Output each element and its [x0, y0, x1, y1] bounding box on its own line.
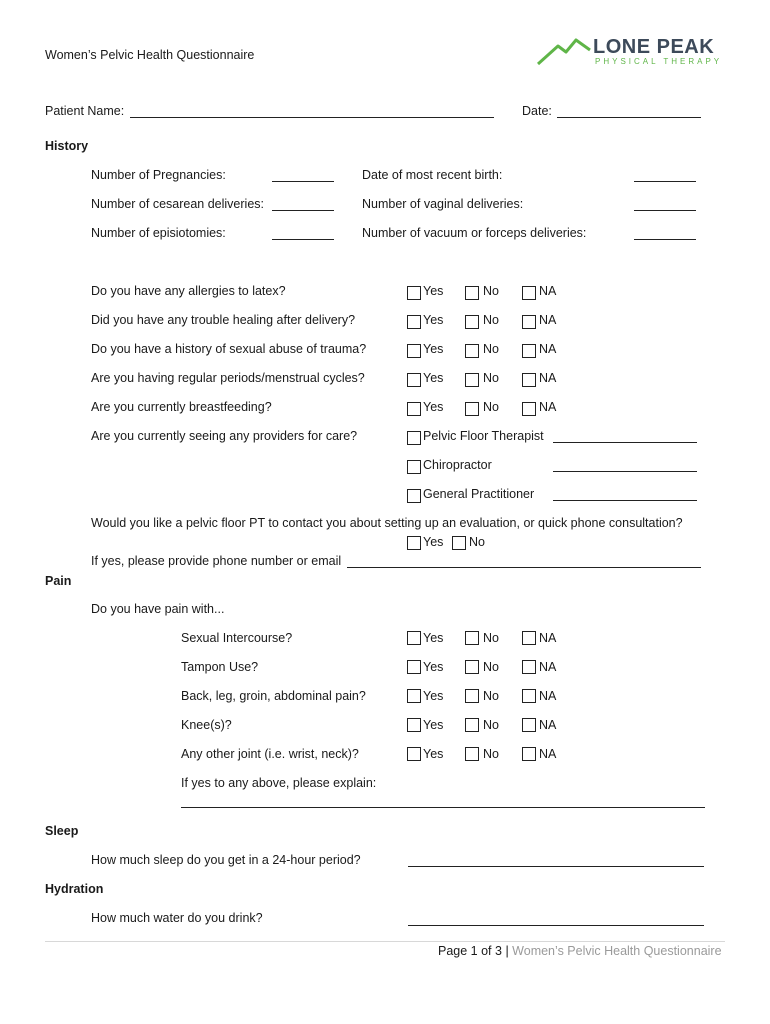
checkbox-no[interactable]: [465, 660, 479, 674]
option-no-label: No: [483, 400, 499, 414]
provider-chiropractor-field[interactable]: [553, 471, 697, 472]
option-na-label: NA: [539, 342, 557, 356]
option-no-label: No: [469, 535, 485, 549]
checkbox-na[interactable]: [522, 286, 536, 300]
checkbox-no[interactable]: [465, 373, 479, 387]
pain-item-back: Back, leg, groin, abdominal pain?: [181, 689, 366, 703]
contact-followup-label: If yes, please provide phone number or email: [91, 554, 342, 568]
recent-birth-label: Date of most recent birth:: [362, 168, 503, 182]
checkbox-yes[interactable]: [407, 373, 421, 387]
question-latex: Do you have any allergies to latex?: [91, 284, 286, 298]
question-providers: Are you currently seeing any providers for care?: [91, 429, 358, 443]
checkbox-yes[interactable]: [407, 747, 421, 761]
option-no-label: No: [483, 313, 499, 327]
episiotomies-label: Number of episiotomies:: [91, 226, 226, 240]
checkbox-yes[interactable]: [407, 718, 421, 732]
pregnancies-field[interactable]: [272, 181, 334, 182]
checkbox-na[interactable]: [522, 402, 536, 416]
checkbox-no[interactable]: [465, 402, 479, 416]
checkbox-yes[interactable]: [407, 631, 421, 645]
date-field[interactable]: [557, 117, 701, 118]
provider-pelvic-floor-label: Pelvic Floor Therapist: [423, 429, 544, 443]
checkbox-yes[interactable]: [407, 660, 421, 674]
checkbox-contact-no[interactable]: [452, 536, 466, 550]
checkbox-no[interactable]: [465, 344, 479, 358]
pain-explain-field[interactable]: [181, 807, 705, 808]
option-no-label: No: [483, 631, 499, 645]
patient-name-label: Patient Name:: [45, 104, 125, 118]
contact-question: Would you like a pelvic floor PT to contact you about setting up an evaluation, or quick phone consultation?: [91, 516, 683, 530]
checkbox-no[interactable]: [465, 747, 479, 761]
pain-item-knees: Knee(s)?: [181, 718, 232, 732]
contact-info-field[interactable]: [347, 567, 701, 568]
option-no-label: No: [483, 284, 499, 298]
vaginal-label: Number of vaginal deliveries:: [362, 197, 524, 211]
patient-name-field[interactable]: [130, 117, 494, 118]
document-title: Women’s Pelvic Health Questionnaire: [45, 48, 255, 62]
page-number: Page 1 of 3: [438, 944, 502, 958]
checkbox-na[interactable]: [522, 689, 536, 703]
checkbox-no[interactable]: [465, 631, 479, 645]
checkbox-yes[interactable]: [407, 315, 421, 329]
sleep-heading: Sleep: [45, 824, 79, 838]
option-na-label: NA: [539, 631, 557, 645]
cesarean-label: Number of cesarean deliveries:: [91, 197, 264, 211]
pain-explain-label: If yes to any above, please explain:: [181, 776, 377, 790]
checkbox-na[interactable]: [522, 373, 536, 387]
question-abuse: Do you have a history of sexual abuse of trauma?: [91, 342, 367, 356]
option-yes-label: Yes: [423, 313, 444, 327]
cesarean-field[interactable]: [272, 210, 334, 211]
checkbox-yes[interactable]: [407, 402, 421, 416]
footer-separator: |: [505, 944, 509, 958]
date-label: Date:: [522, 104, 552, 118]
option-na-label: NA: [539, 718, 557, 732]
checkbox-na[interactable]: [522, 315, 536, 329]
sleep-question: How much sleep do you get in a 24-hour period?: [91, 853, 361, 867]
provider-chiropractor-label: Chiropractor: [423, 458, 492, 472]
option-no-label: No: [483, 660, 499, 674]
checkbox-na[interactable]: [522, 660, 536, 674]
pain-item-other-joint: Any other joint (i.e. wrist, neck)?: [181, 747, 359, 761]
hydration-field[interactable]: [408, 925, 704, 926]
logo-wordmark: LONE PEAK: [593, 36, 715, 58]
sleep-field[interactable]: [408, 866, 704, 867]
pain-item-tampon: Tampon Use?: [181, 660, 259, 674]
option-yes-label: Yes: [423, 747, 444, 761]
checkbox-no[interactable]: [465, 286, 479, 300]
checkbox-na[interactable]: [522, 631, 536, 645]
hydration-heading: Hydration: [45, 882, 104, 896]
option-na-label: NA: [539, 400, 557, 414]
mountain-logo-icon: [536, 36, 592, 66]
checkbox-na[interactable]: [522, 747, 536, 761]
checkbox-no[interactable]: [465, 718, 479, 732]
vaginal-field[interactable]: [634, 210, 696, 211]
option-yes-label: Yes: [423, 535, 444, 549]
checkbox-contact-yes[interactable]: [407, 536, 421, 550]
question-healing: Did you have any trouble healing after delivery?: [91, 313, 356, 327]
option-na-label: NA: [539, 747, 557, 761]
provider-gp-field[interactable]: [553, 500, 697, 501]
footer-divider: [45, 941, 725, 942]
option-yes-label: Yes: [423, 718, 444, 732]
checkbox-no[interactable]: [465, 689, 479, 703]
checkbox-yes[interactable]: [407, 344, 421, 358]
option-na-label: NA: [539, 660, 557, 674]
checkbox-chiropractor[interactable]: [407, 460, 421, 474]
option-na-label: NA: [539, 284, 557, 298]
pregnancies-label: Number of Pregnancies:: [91, 168, 226, 182]
option-no-label: No: [483, 689, 499, 703]
checkbox-general-practitioner[interactable]: [407, 489, 421, 503]
checkbox-yes[interactable]: [407, 689, 421, 703]
checkbox-na[interactable]: [522, 344, 536, 358]
option-no-label: No: [483, 342, 499, 356]
vacuum-field[interactable]: [634, 239, 696, 240]
history-heading: History: [45, 139, 89, 153]
option-yes-label: Yes: [423, 400, 444, 414]
option-yes-label: Yes: [423, 631, 444, 645]
option-no-label: No: [483, 718, 499, 732]
question-periods: Are you having regular periods/menstrual cycles?: [91, 371, 365, 385]
option-yes-label: Yes: [423, 660, 444, 674]
page-footer: [438, 944, 722, 958]
option-no-label: No: [483, 747, 499, 761]
recent-birth-field[interactable]: [634, 181, 696, 182]
logo-subtitle: PHYSICAL THERAPY: [595, 57, 723, 66]
hydration-question: How much water do you drink?: [91, 911, 263, 925]
pain-item-intercourse: Sexual Intercourse?: [181, 631, 293, 645]
option-yes-label: Yes: [423, 342, 444, 356]
option-na-label: NA: [539, 689, 557, 703]
vacuum-label: Number of vacuum or forceps deliveries:: [362, 226, 587, 240]
checkbox-no[interactable]: [465, 315, 479, 329]
option-no-label: No: [483, 371, 499, 385]
option-na-label: NA: [539, 313, 557, 327]
option-yes-label: Yes: [423, 689, 444, 703]
option-yes-label: Yes: [423, 284, 444, 298]
pain-heading: Pain: [45, 574, 72, 588]
episiotomies-field[interactable]: [272, 239, 334, 240]
provider-pelvic-floor-field[interactable]: [553, 442, 697, 443]
option-na-label: NA: [539, 371, 557, 385]
footer-title: Women’s Pelvic Health Questionnaire: [512, 944, 722, 958]
pain-intro: Do you have pain with...: [91, 602, 225, 616]
provider-gp-label: General Practitioner: [423, 487, 535, 501]
checkbox-na[interactable]: [522, 718, 536, 732]
checkbox-yes[interactable]: [407, 286, 421, 300]
question-breastfeeding: Are you currently breastfeeding?: [91, 400, 272, 414]
option-yes-label: Yes: [423, 371, 444, 385]
checkbox-pelvic-floor-therapist[interactable]: [407, 431, 421, 445]
